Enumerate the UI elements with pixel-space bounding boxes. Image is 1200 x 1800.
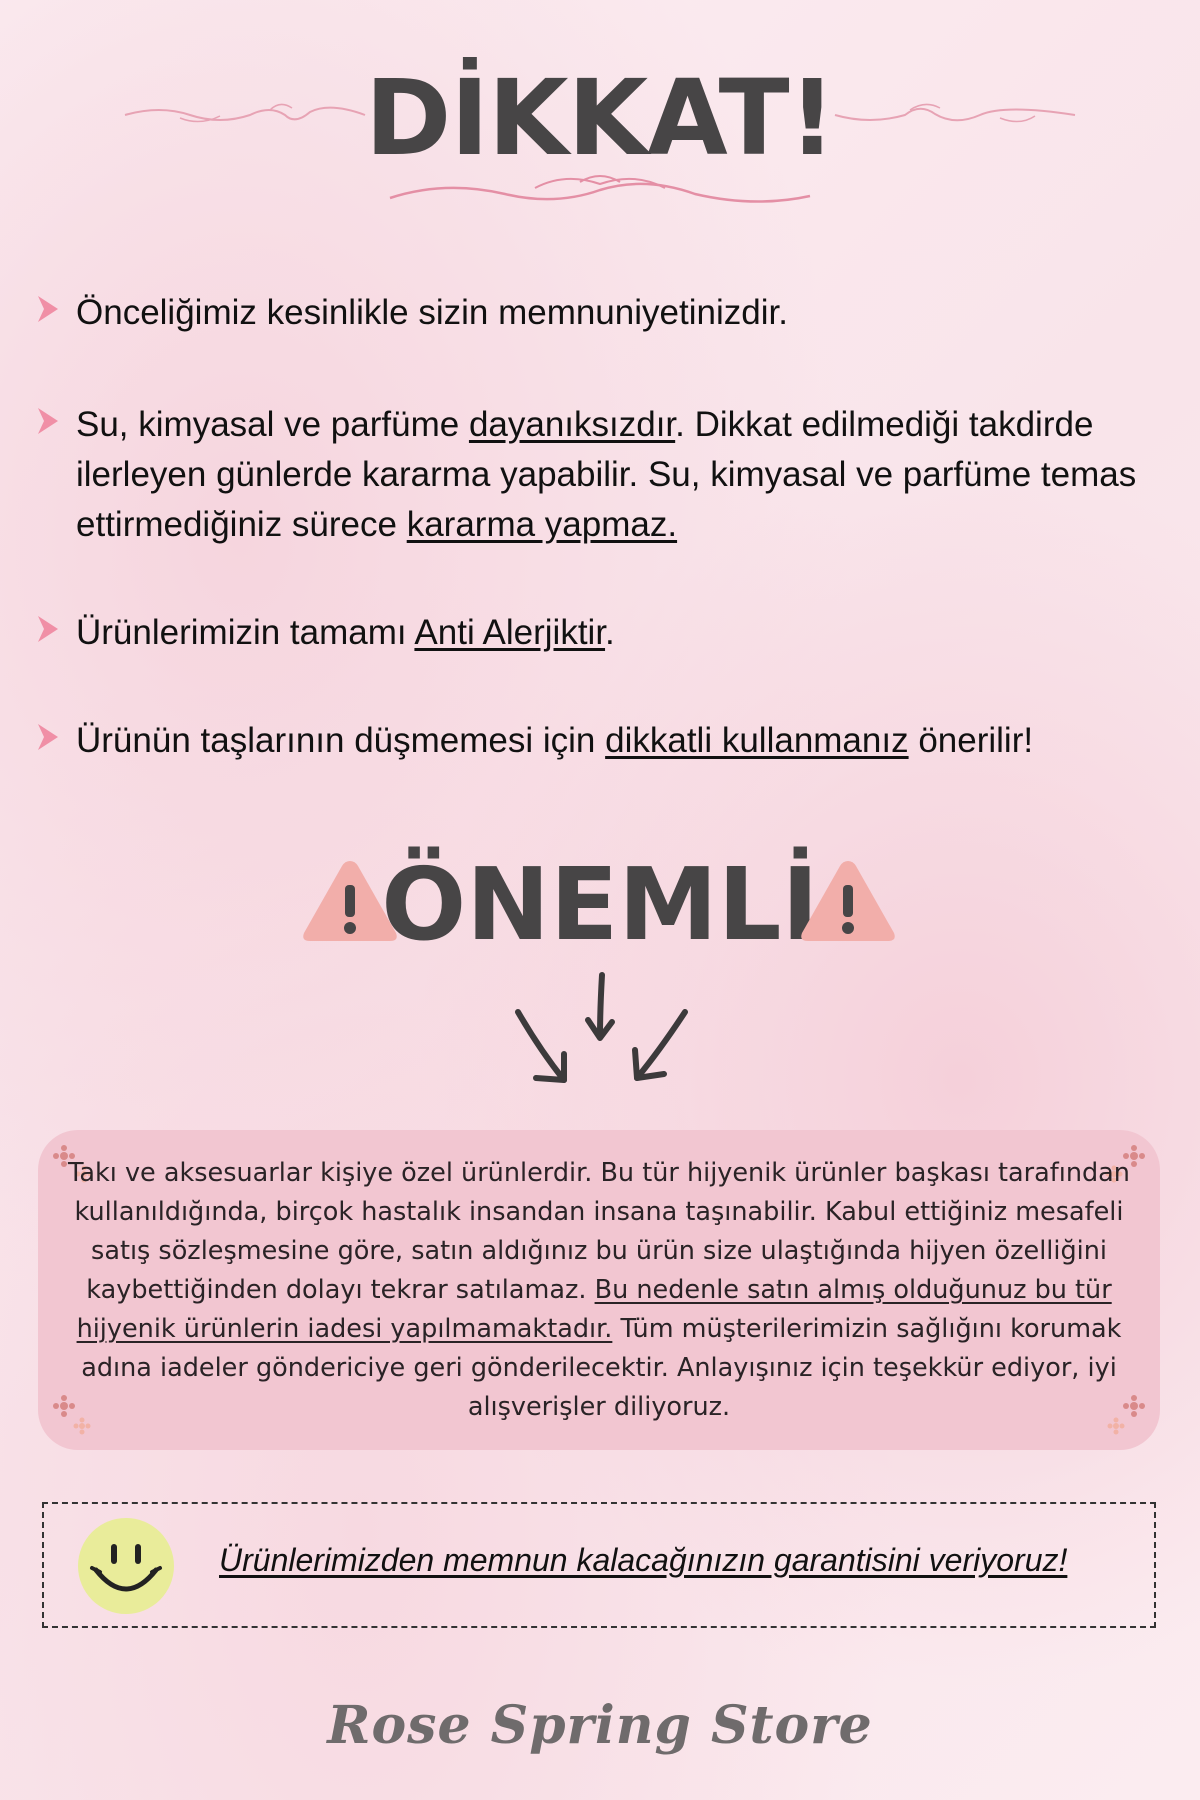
notice-segment: Takı ve aksesuarlar kişiye özel ürünlerdir. Bu tür hijyenik ürünler başkası tarafından kullanıldığında, birçok hastalık insandan insana taşınabilir. Kabul ettiğiniz mesafeli satış sözleşmesine göre, satın aldığınız bu ürün size ulaştığında hijyen özelliğini kaybettiğinden dolayı tekrar satılamaz. [68,1158,1130,1305]
notice-text [68,1154,1130,1427]
guarantee-box [42,1502,1156,1628]
bullet-emphasis: kararma yapmaz. [406,505,678,544]
bullet-segment: Önceliğimiz kesinlikle sizin memnuniyetinizdir. [76,293,788,332]
notice-emphasis: Bu nedenle satın almış olduğunuz bu tür hijyenik ürünlerin iadesi yapılmamaktadır. [76,1275,1112,1344]
chevron-right-icon [36,294,60,324]
bullet-item-2 [36,400,1166,550]
chevron-right-icon [36,614,60,644]
notice-segment: Tüm müşterilerimizin sağlığını korumak adına iadeler göndericiye geri gönderilecektir. Anlayışınız için teşekkür ediyor, iyi alışverişler diliyoruz. [81,1314,1122,1422]
bullet-text [76,288,1166,338]
warning-triangle-icon [798,855,898,945]
bullet-item-1 [36,288,1166,338]
bullet-item-3 [36,608,1166,658]
bullet-text [76,716,1166,766]
down-arrows-icon [500,970,700,1090]
chevron-right-icon [36,406,60,436]
bullet-emphasis: dikkatli kullanmanız [605,721,909,760]
chevron-right-icon [36,722,60,752]
important-heading-row [0,840,1200,970]
smiley-icon [78,1518,174,1614]
bullet-emphasis: Anti Alerjiktir [414,613,606,652]
bullet-segment: . [605,613,615,652]
right-flourish-ornament [830,100,1080,130]
bullet-segment: önerilir! [908,721,1034,760]
bullet-item-4 [36,716,1166,766]
bullet-segment: Su, kimyasal ve parfüme [76,405,469,444]
guarantee-text: Ürünlerimizden memnun kalacağınızın garantisini veriyoruz! [219,1542,1068,1578]
notice-box [38,1130,1160,1450]
page-title: DİKKAT! [365,57,835,179]
bullet-segment: Ürünlerimizin tamamı [76,613,415,652]
bullet-segment: . Dikkat edilmediği takdirde ilerleyen günlerde kararma yapabilir. Su, kimyasal ve parfüme temas ettirmediğiniz sürece [76,405,1137,544]
left-flourish-ornament [120,100,370,130]
title-underline-flourish [385,170,815,210]
bullet-text [76,400,1166,550]
bullet-emphasis: dayanıksızdır [468,405,676,444]
bullet-segment: Ürünün taşlarının düşmemesi için [76,721,606,760]
store-brand: Rose Spring Store [327,1695,873,1756]
bullet-text [76,608,1166,658]
important-heading: ÖNEMLİ [381,846,819,963]
